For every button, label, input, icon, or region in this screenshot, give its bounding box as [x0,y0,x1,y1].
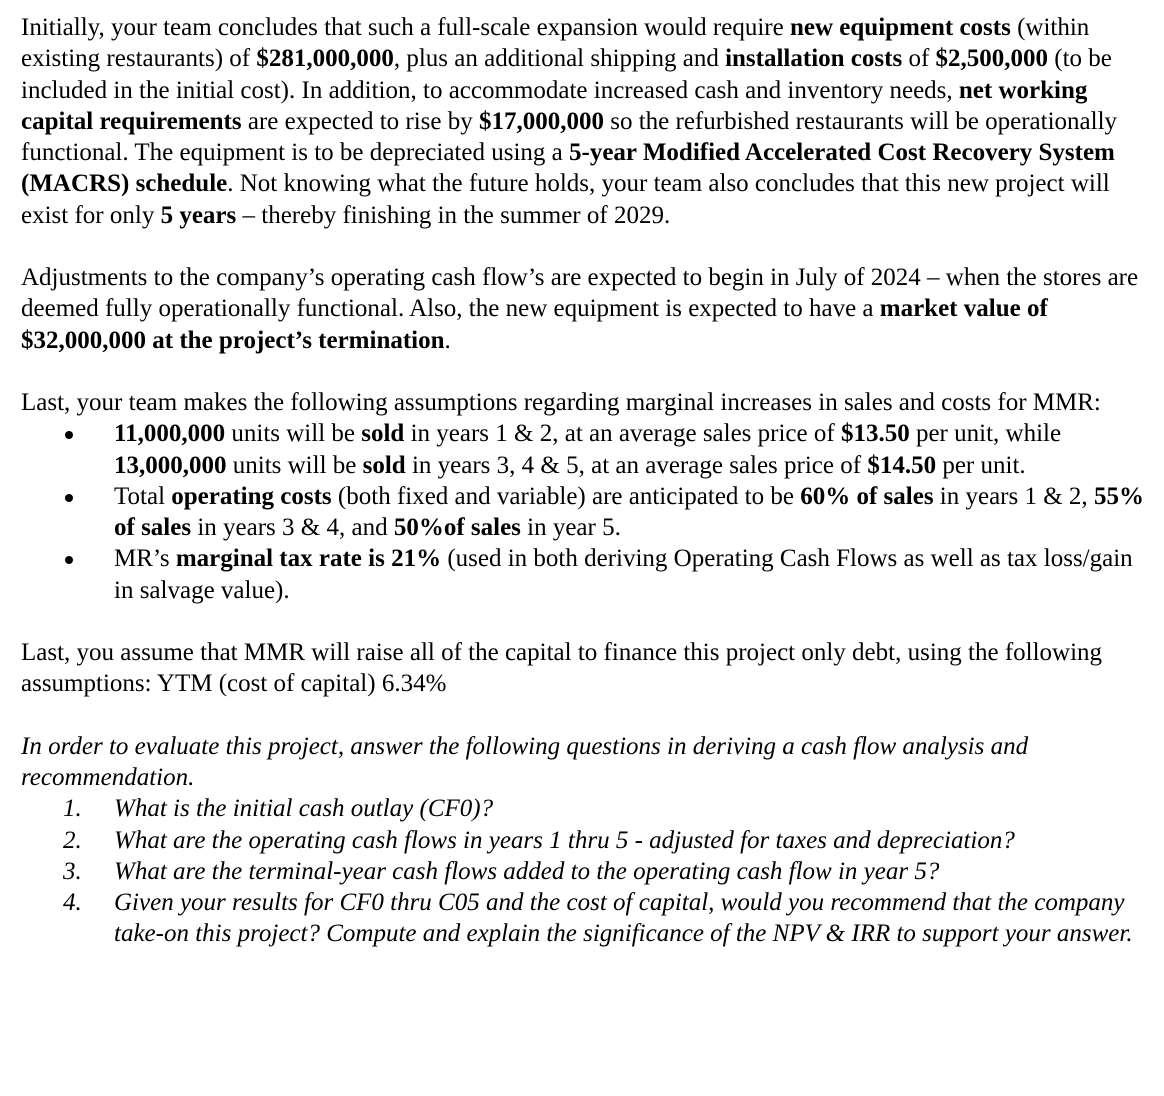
question-text: What are the terminal-year cash flows added to the operating cash flow in year 5? [114,857,940,885]
bullet-icon [65,556,73,564]
question-number: 2. [63,826,82,854]
paragraph-gap [21,606,1146,637]
paragraph-equipment-costs [21,12,1146,231]
text-run: are expected to rise by [241,107,479,135]
text-run: . Not knowing what the future holds, your team also concludes that this new project will exist for only [21,170,1110,229]
bullet-icon [65,431,73,439]
text-run: of [902,45,936,73]
bold-term: $13.50 [840,420,910,448]
text-run: Initially, your team concludes that such a full-scale expansion would require [21,14,790,41]
text-run: – thereby finishing in the summer of 2029. [236,201,671,229]
list-item [21,793,1146,824]
text-run: so the refurbished restaurants will be operationally functional. The equipment is to be depreciated using a [21,107,1118,167]
text-run: in years 1 & 2, at an average sales price of [404,420,841,448]
bold-term: 50%of sales [393,514,521,542]
assumptions-list [21,418,1146,606]
text-run: Adjustments to the company’s operating cash flow’s are expected to begin in July of 2024 – when the stores are deemed fully operationally functional. Also, the new equipment is expected to have a [21,264,1139,323]
bold-term: sold [361,420,405,448]
paragraph-assumptions-intro: Last, your team makes the following assumptions regarding marginal increases in sales and costs for MMR: [21,388,1101,416]
bold-term: $17,000,000 [478,107,604,135]
question-text: Given your results for CF0 thru C05 and the cost of capital, would you recommend that the company take-on this project? Compute and explain the significance of the NPV & IRR to support your answer. [114,889,1133,948]
text-run: (used in both deriving Operating Cash Flows as well as tax loss/gain in salvage value). [114,545,1133,604]
list-item [21,418,1146,481]
bold-term: market value of $32,000,000 at the project’s termination [21,295,1048,354]
bold-term: 11,000,000 [114,420,226,448]
text-run: MR’s [114,545,176,573]
bullet-icon [65,494,73,502]
paragraph-gap [21,231,1146,262]
text-run: . [444,326,451,354]
document-body [21,12,1146,950]
bold-term: $14.50 [867,451,937,479]
bold-term: sold [362,451,406,479]
list-item [21,856,1146,887]
bold-term: installation costs [725,45,903,73]
text-run: units will be [226,451,363,479]
questions-list [21,793,1146,949]
list-item [21,825,1146,856]
question-number: 4. [63,889,82,917]
text-run: (both fixed and variable) are anticipated to be [331,482,801,510]
text-run: in years 1 & 2, [933,482,1094,510]
bold-term: operating costs [171,482,332,510]
question-text: What are the operating cash flows in years 1 thru 5 - adjusted for taxes and depreciation? [114,826,1015,854]
text-run: units will be [225,420,362,448]
paragraph-gap [21,356,1146,387]
bold-term: 55% of sales [114,482,1144,542]
text-run: per unit. [936,451,1026,479]
paragraph-instructions: In order to evaluate this project, answer the following questions in deriving a cash flow analysis and recommendation. [21,732,1029,791]
bold-term: 5 years [160,201,237,229]
bold-term: 5-year Modified Accelerated Cost Recovery System (MACRS) schedule [21,139,1115,198]
paragraph-operating-cash-flow [21,262,1146,356]
list-item [21,543,1146,606]
bold-term: $281,000,000 [256,45,394,73]
bold-term: new equipment costs [789,14,1011,41]
bold-term: net working capital requirements [21,76,1088,135]
text-run: , plus an additional shipping and [393,45,726,73]
text-run: per unit, while [909,420,1062,448]
paragraph-gap [21,700,1146,731]
text-run: (to be included in the initial cost). In addition, to accommodate increased cash and inventory needs, [21,45,1112,104]
question-number: 3. [63,857,82,885]
text-run: in year 5. [520,514,621,542]
bold-term: 13,000,000 [114,451,227,479]
paragraph-financing: Last, you assume that MMR will raise all of the capital to finance this project only debt, using the following assumptions: YTM (cost of capital) 6.34% [21,639,1103,698]
bold-term: marginal tax rate is 21% [175,545,442,573]
list-item [21,481,1146,544]
question-number: 1. [63,795,82,823]
bold-term: $2,500,000 [935,45,1049,73]
text-run: in years 3 & 4, and [191,514,394,542]
bold-term: 60% of sales [800,482,934,510]
list-item [21,887,1146,950]
text-run: in years 3, 4 & 5, at an average sales price of [405,451,868,479]
text-run: (within existing restaurants) of [21,14,1090,73]
question-text: What is the initial cash outlay (CF0)? [114,795,494,823]
text-run: Total [114,482,172,510]
